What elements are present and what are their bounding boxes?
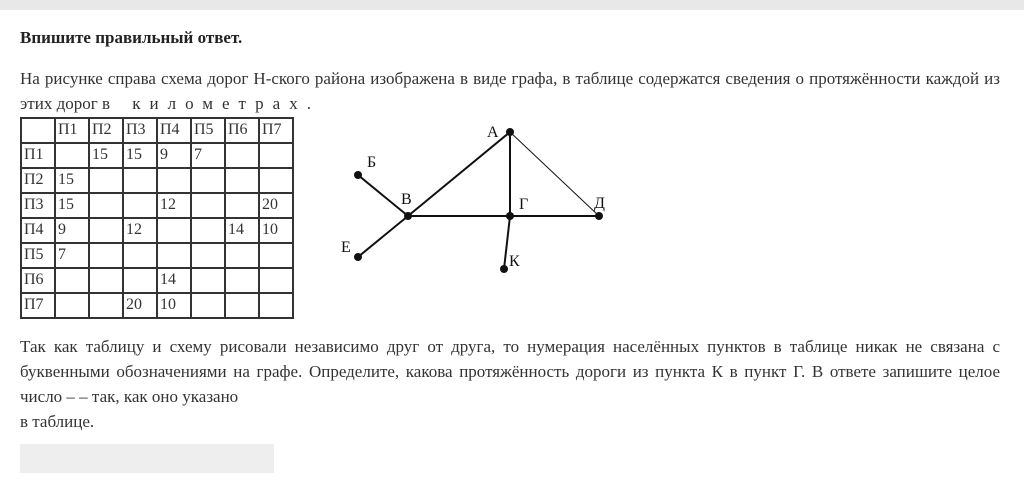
table-cell [225,243,259,268]
table-cell [259,143,293,168]
table-cell [157,218,191,243]
table-cell [191,268,225,293]
table-header-cell: П3 [123,118,157,143]
table-cell [259,168,293,193]
table-row-header: П1 [21,143,55,168]
node-k [500,265,508,273]
table-cell [225,143,259,168]
table-row [21,218,293,243]
table-row-header: П3 [21,193,55,218]
label-v: В [401,191,412,208]
table-row-header: П6 [21,268,55,293]
table-cell [55,293,89,318]
label-k: К [509,253,520,270]
intro-text: На рисунке справа схема дорог Н-ского района изображена в виде графа, в таблице содержатся сведения о протяжённости каждой из этих дорог [20,69,1000,113]
table-cell [89,243,123,268]
table-cell: 15 [55,193,89,218]
table-row [21,193,293,218]
table-cell [89,168,123,193]
label-e: Е [341,239,351,256]
table-header-cell: П5 [191,118,225,143]
intro-units: в километрах. [101,94,320,113]
table-row [21,143,293,168]
table-cell [259,293,293,318]
table-cell: 9 [55,218,89,243]
distance-table [20,117,294,319]
table-row [21,168,293,193]
edge-a-v [408,132,510,216]
table-cell [191,193,225,218]
node-d [595,212,603,220]
node-b [354,171,362,179]
label-a: А [487,124,499,141]
label-d: Д [594,195,605,212]
table-row-header: П4 [21,218,55,243]
table-header-cell: П7 [259,118,293,143]
table-cell: 9 [157,143,191,168]
table-cell [191,243,225,268]
table-cell [157,243,191,268]
table-cell [191,168,225,193]
node-e [354,253,362,261]
label-g: Г [519,196,529,213]
table-row-header: П5 [21,243,55,268]
table-cell [89,218,123,243]
table-cell [225,293,259,318]
table-cell [191,218,225,243]
top-bar [0,0,1024,10]
table-cell [259,268,293,293]
problem-conclusion [20,334,1000,434]
table-cell: 7 [191,143,225,168]
table-cell: 10 [157,293,191,318]
table-row [21,293,293,318]
table-header-cell: П6 [225,118,259,143]
table-header-cell: П4 [157,118,191,143]
table-cell: 15 [55,168,89,193]
table-cell: 20 [259,193,293,218]
node-a [506,128,514,136]
table-cell [55,268,89,293]
edge-e-v [358,216,408,257]
table-cell: 7 [55,243,89,268]
table-cell [259,243,293,268]
road-graph [335,115,625,285]
table-cell: 14 [225,218,259,243]
table-cell [225,193,259,218]
table-header-cell: П1 [55,118,89,143]
table-cell [123,193,157,218]
table-header-cell [21,118,55,143]
node-v [404,212,412,220]
label-b: Б [367,154,377,171]
table-cell [225,268,259,293]
table-cell [89,193,123,218]
table-cell: 14 [157,268,191,293]
table-header-cell: П2 [89,118,123,143]
table-row [21,268,293,293]
conclusion-line-2: в таблице. [20,412,95,431]
table-cell [123,243,157,268]
node-g [506,212,514,220]
table-row [21,243,293,268]
table-cell: 15 [89,143,123,168]
table-row-header: П2 [21,168,55,193]
answer-input[interactable] [20,444,274,473]
table-cell: 15 [123,143,157,168]
table-cell [157,168,191,193]
table-header-row [21,118,293,143]
table-cell [225,168,259,193]
problem-intro [20,66,1000,116]
table-cell [123,268,157,293]
table-cell: 12 [123,218,157,243]
table-cell [191,293,225,318]
conclusion-line-1: Так как таблицу и схему рисовали независимо друг от друга, то нумерация населённых пунктов в таблице никак не связана с буквенными обозначениями на графе. Определите, какова протяжённость дороги из пункта К в пункт Г. В ответе запишите целое число – – так, как оно указано [20,337,1000,406]
table-cell: 10 [259,218,293,243]
table-cell [123,168,157,193]
instruction-heading: Впишите правильный ответ. [20,28,243,47]
table-cell [55,143,89,168]
table-cell: 20 [123,293,157,318]
table-cell [89,268,123,293]
table-cell [89,293,123,318]
table-row-header: П7 [21,293,55,318]
table-cell: 12 [157,193,191,218]
